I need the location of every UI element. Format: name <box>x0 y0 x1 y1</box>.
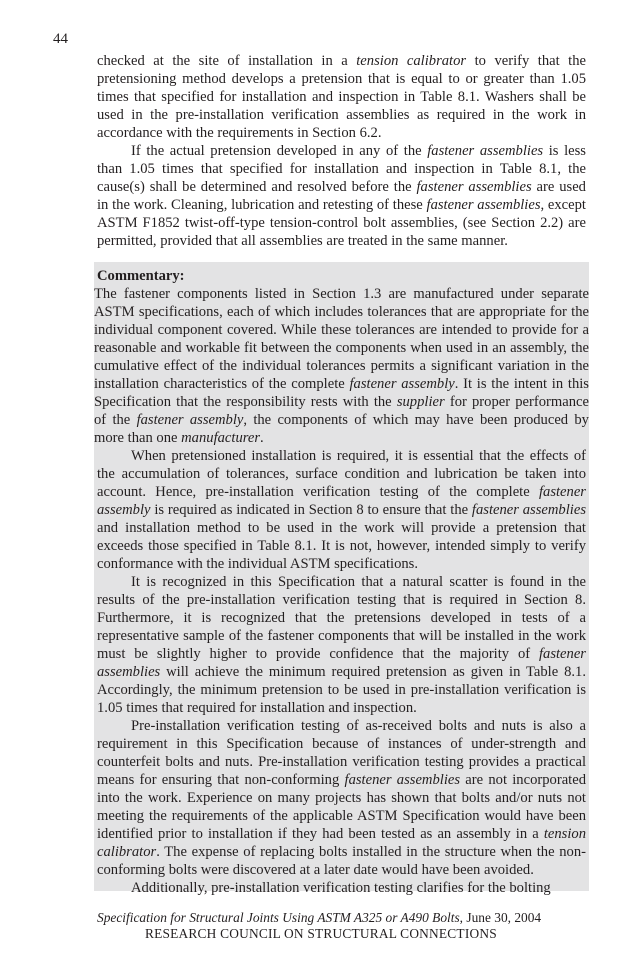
defined-term: fastener assemblies <box>97 646 586 680</box>
text-run: Pre-installation verification testing of as-received bolts and nuts is also a requirement in this Specification because of instances of under-strength and counterfeit bolts and nuts. Pre-installation verification testing provides a practical means for ensuring that non-conforming <box>97 718 586 788</box>
text-run: . The expense of replacing bolts installed in the structure when the non-conforming bolts were discovered at a later date would have been avoided. <box>97 844 586 878</box>
defined-term: tension calibrator <box>97 826 586 860</box>
defined-term: tension calibrator <box>356 53 467 69</box>
commentary-paragraph <box>97 717 586 879</box>
commentary-paragraph <box>97 879 586 897</box>
defined-term: supplier <box>396 394 445 410</box>
page-number: 44 <box>53 31 68 47</box>
footer-organization: RESEARCH COUNCIL ON STRUCTURAL CONNECTIONS <box>145 926 497 941</box>
body-paragraph <box>97 142 586 250</box>
commentary-paragraph <box>97 573 586 717</box>
text-run: to verify that the pretensioning method develops a pretension that is equal to or greater than 1.05 times that specified for installation and inspection in Table 8.1. Washers shall be used in the pre-installation verification assemblies as required in the work in accordance with the requirements in Section 6.2. <box>97 53 586 141</box>
text-run: If the actual pretension developed in any of the <box>131 143 428 159</box>
text-run: Additionally, pre-installation verification testing clarifies for the bolting <box>131 880 551 896</box>
text-run: are not incorporated into the work. Experience on many projects has shown that bolts and/or nuts not meeting the requirements of the applicable ASTM Specification would have been identified prior to installation if they had been tested as an assembly in a <box>97 772 587 842</box>
text-run: , except ASTM F1852 twist-off-type tension-control bolt assemblies, (see Section 2.2) are permitted, provided that all assemblies are treated in the same manner. <box>97 197 586 249</box>
defined-term: fastener assemblies <box>427 143 544 159</box>
text-run: When pretensioned installation is required, it is essential that the effects of the accumulation of tolerances, surface condition and lubrication be taken into account. Hence, pre-installation verification testing of the complete <box>97 448 586 500</box>
text-run: will achieve the minimum required pretension as given in Table 8.1. Accordingly, the minimum pretension to be used in pre-installation verification is 1.05 times that required for installation and inspection. <box>97 664 586 716</box>
text-run: is required as indicated in Section 8 to ensure that the <box>150 502 472 518</box>
defined-term: fastener assemblies <box>416 179 532 195</box>
defined-term: fastener assemblies <box>471 502 586 518</box>
text-run: is less than 1.05 times that specified for installation and inspection in Table 8.1, the cause(s) shall be determined and resolved before the <box>97 143 586 195</box>
text-run: checked at the site of installation in a <box>97 53 357 69</box>
specification-body <box>97 52 586 250</box>
defined-term: fastener assembly <box>349 376 455 392</box>
text-run: It is recognized in this Specification that a natural scatter is found in the results of the pre-installation verification testing that is required in Section 8. Furthermore, it is recognized that the pretensions developed in tests of a representative sample of the fastener components that will be installed in the work must be slightly higher to provide confidence that the majority of <box>97 574 586 662</box>
footer-document-title: Specification for Structural Joints Using ASTM A325 or A490 Bolts, June 30, 2004 <box>97 910 542 925</box>
defined-term: manufacturer <box>181 430 261 446</box>
commentary-box <box>94 262 589 896</box>
commentary-paragraph <box>97 447 586 573</box>
text-run: The fastener components listed in Section 1.3 are manufactured under separate ASTM specifications, each of which includes tolerances that are appropriate for the individual component covered. While these tolerances are intended to provide for a reasonable and workable fit between the components when used in an assembly, the cumulative effect of the individual tolerances permits a significant variation in the installation characteristics of the complete <box>94 286 589 392</box>
text-run: for proper performance of the <box>94 394 589 428</box>
text-run: , the components of which may have been produced by more than one <box>94 412 589 446</box>
text-run: are used in the work. Cleaning, lubrication and retesting of these <box>97 179 586 213</box>
defined-term: fastener assembly <box>97 484 586 518</box>
body-paragraph <box>97 52 586 142</box>
text-run: . It is the intent in this Specification that the responsibility rests with the <box>94 376 589 410</box>
commentary-heading: Commentary: <box>97 268 185 284</box>
defined-term: fastener assembly <box>136 412 244 428</box>
defined-term: fastener assemblies <box>344 772 461 788</box>
commentary-paragraph <box>94 285 589 447</box>
text-run: . <box>260 430 264 446</box>
text-run: and installation method to be used in the work will provide a pretension that exceeds those specified in Table 8.1. It is not, however, intended simply to verify conformance with the individual ASTM specifications. <box>97 520 586 572</box>
defined-term: fastener assemblies <box>426 197 541 213</box>
